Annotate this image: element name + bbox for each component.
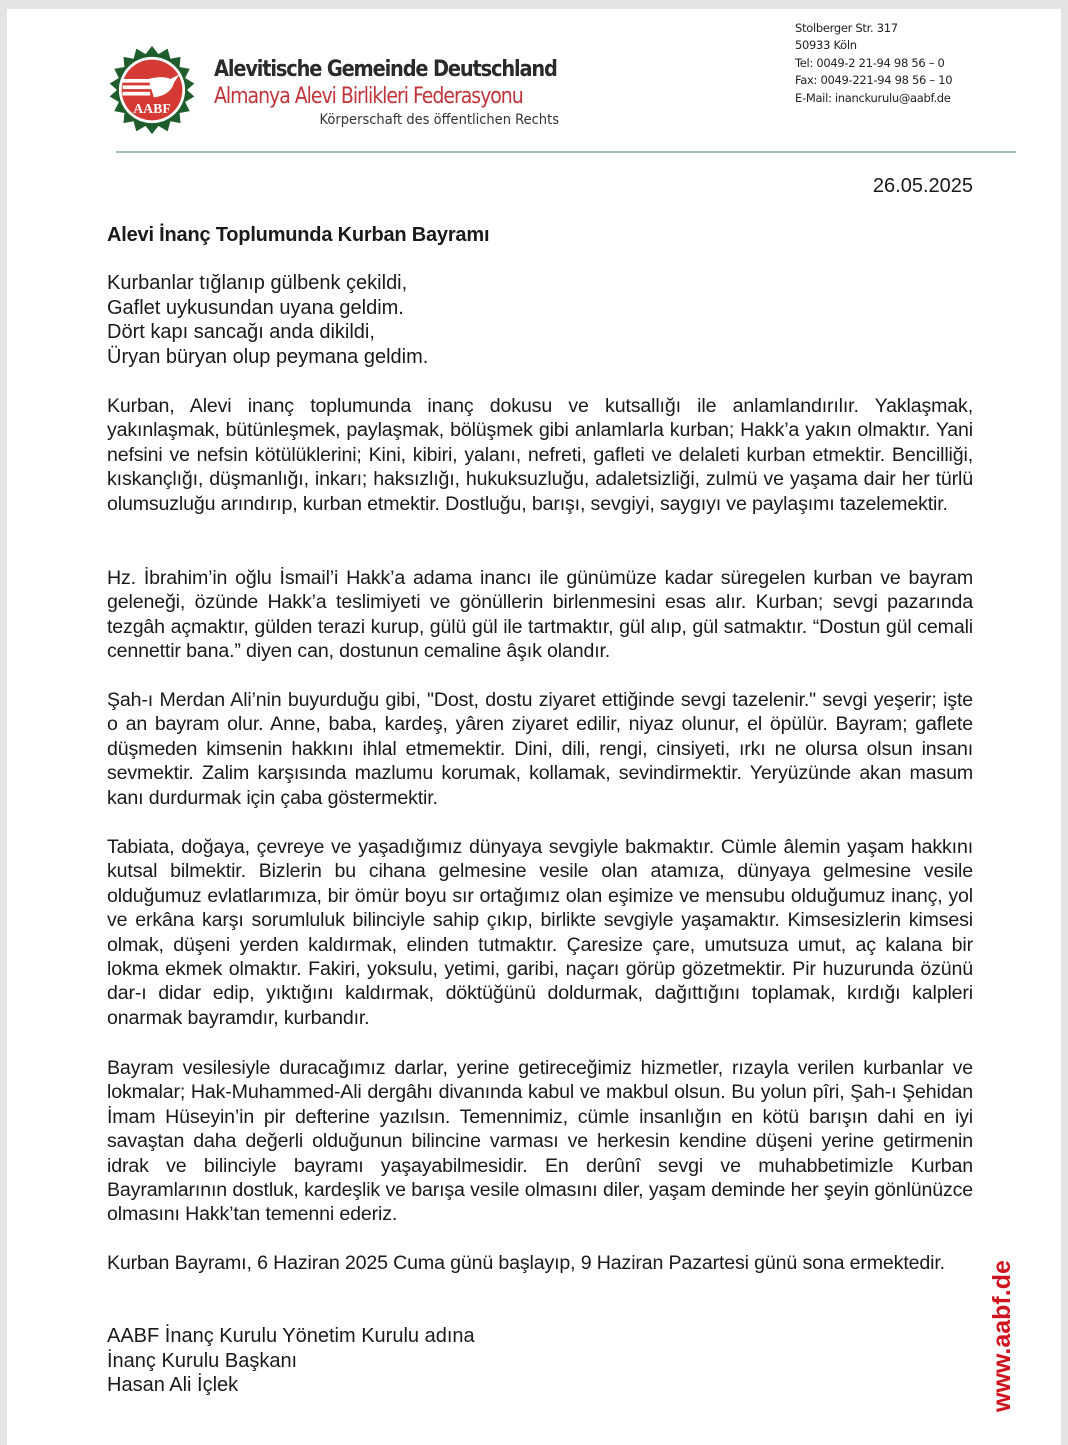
signature-line: İnanç Kurulu Başkanı [107, 1349, 298, 1372]
aabf-logo-icon [106, 44, 198, 136]
signature-line: AABF İnanç Kurulu Yönetim Kurulu adına [107, 1325, 475, 1347]
poem-line: Gaflet uykusundan uyana geldim. [107, 296, 404, 319]
contact-street: Stolberger Str. 317 [795, 21, 898, 35]
svg-text:AABF: AABF [133, 101, 171, 116]
contact-email: E-Mail: inanckurulu@aabf.de [795, 90, 951, 105]
website-link[interactable]: www.aabf.de [988, 1260, 1016, 1412]
org-legal-status: Körperschaft des öffentlichen Rechts [319, 112, 559, 128]
contact-block [795, 20, 952, 107]
contact-tel: Tel: 0049-2 21-94 98 56 – 0 [795, 55, 945, 70]
contact-city: 50933 Köln [795, 38, 857, 53]
org-name-german: Alevitische Gemeinde Deutschland [214, 57, 557, 82]
org-name-turkish: Almanya Alevi Birlikleri Federasyonu [214, 84, 523, 109]
signature-name: Hasan Ali İçlek [107, 1374, 239, 1396]
signature-block [107, 1324, 475, 1398]
paragraph-1: Kurban, Alevi inanç toplumunda inanç dokusu ve kutsallığı ile anlamlandırılır. Yaklaşmak, yakınlaşmak, bütünleşmek, paylaşmak, bölüşmek gibi anlamlarla kurban; Hakk’a yakın olmaktır. Yani nefsini ve nefsin kötülüklerini; Kini, kibiri, yalanı, nefreti, gafleti ve delaleti kurban etmektir. Bencilliği, kıskançlığı, düşmanlığı, inkarı; haksızlığı, hukuksuzluğu, adaletsizliği, zulmü ve yaşama dair her türlü olumsuzluğu arındırıp, kurban etmektir. Dostluğu, barışı, sevgiyi, saygıyı ve paylaşımı tazelemektir. [107, 395, 973, 515]
document-title: Alevi İnanç Toplumunda Kurban Bayramı [107, 224, 490, 246]
paragraph-4: Tabiata, doğaya, çevreye ve yaşadığımız dünyaya sevgiyle bakmaktır. Cümle âlemin yaşam hakkını kutsal bilmektir. Bizlerin bu cihana gelmesine vesile olan atamıza, dünyaya gelmesine vesile olduğumuz evlatlarımıza, bir ömür boyu sır ortağımız olan eşimize ve mensubu olduğumuz inanç, yol ve erkâna karşı sorumluluk bilinciyle sahip çıkıp, birlikte sevgiyle yaşamaktır. Kimsesizlerin kimsesi olmak, düşeni yerden kaldırmak, elinden tutmaktır. Çaresize çare, umutsuza umut, aç kalana bir lokma ekmek olmaktır. Fakiri, yoksulu, yetimi, garibi, naçarı görüp gözetmektir. Pir huzurunda özünü dar-ı didar edip, yıktığını kaldırmak, döktüğünü doldurmak, dağıttığını toplamak, kırdığı kalpleri onarmak bayramdır, kurbandır. [107, 836, 973, 1029]
paragraph-3: Şah-ı Merdan Ali’nin buyurduğu gibi, "Dost, dostu ziyaret ettiğinde sevgi tazelenir." sevgi yeşerir; işte o an bayram olur. Anne, baba, kardeş, yâren ziyaret edilir, niyaz olunur, el öpülür. Bayram; gaflete düşmeden kimsenin hakkını ihlal etmemektir. Dini, dili, rengi, cinsiyeti, ırkı ne olursa olsun insanı sevmektir. Zalim karşısında mazlumu korumak, kollamak, sevindirmektir. Yeryüzünde akan masum kanı durdurmak için çaba göstermektir. [107, 689, 973, 809]
poem-line: Dört kapı sancağı anda dikildi, [107, 321, 375, 343]
paragraph-2: Hz. İbrahim’in oğlu İsmail’i Hakk’a adama inancı ile günümüze kadar süregelen kurban ve bayram geleneği, özünde Hakk’a teslimiyeti ve gönüllerin birlenmesini esas alır. Kurban; sevgi pazarında tezgâh açmaktır, gülden terazi kurup, gülü gül ile tartmaktır, gül alıp, gül satmaktır. “Dostun gül cemali cennettir bana.” diyen can, dostunun cemaline âşık olandır. [107, 567, 973, 663]
poem-line: Üryan büryan olup peymana geldim. [107, 345, 429, 368]
contact-fax: Fax: 0049-221-94 98 56 – 10 [795, 73, 953, 88]
organization-name-block [214, 56, 559, 130]
header-divider [116, 151, 1016, 153]
paragraph-6: Kurban Bayramı, 6 Haziran 2025 Cuma günü başlayıp, 9 Haziran Pazartesi günü sona ermektedir. [107, 1252, 945, 1274]
poem [107, 271, 428, 369]
document-date: 26.05.2025 [872, 175, 973, 197]
poem-line: Kurbanlar tığlanıp gülbenk çekildi, [107, 272, 408, 294]
paragraph-5: Bayram vesilesiyle duracağımız darlar, yerine getireceğimiz hizmetler, rızayla verilen kurbanlar ve lokmalar; Hak-Muhammed-Ali dergâhı divanında kabul ve makbul olsun. Bu yolun pîri, Şah-ı Şehidan İmam Hüseyin’in pir defterine yazılsın. Temennimiz, cümle insanlığın en kötü barışın dahi en iyi savaştan daha değerli olduğunun bilincine varması ve herkesin kendine düşeni yerine getirmenin idrak ve bilinciyle bayramı yaşayabilmesidir. En derûnî sevgi ve muhabbetimizle Kurban Bayramlarının dostluk, kardeşlik ve barışa vesile olmasını diler, yaşam deminde her şeyin gönlünüzce olmasını Hakk’tan temenni ederiz. [107, 1057, 973, 1226]
